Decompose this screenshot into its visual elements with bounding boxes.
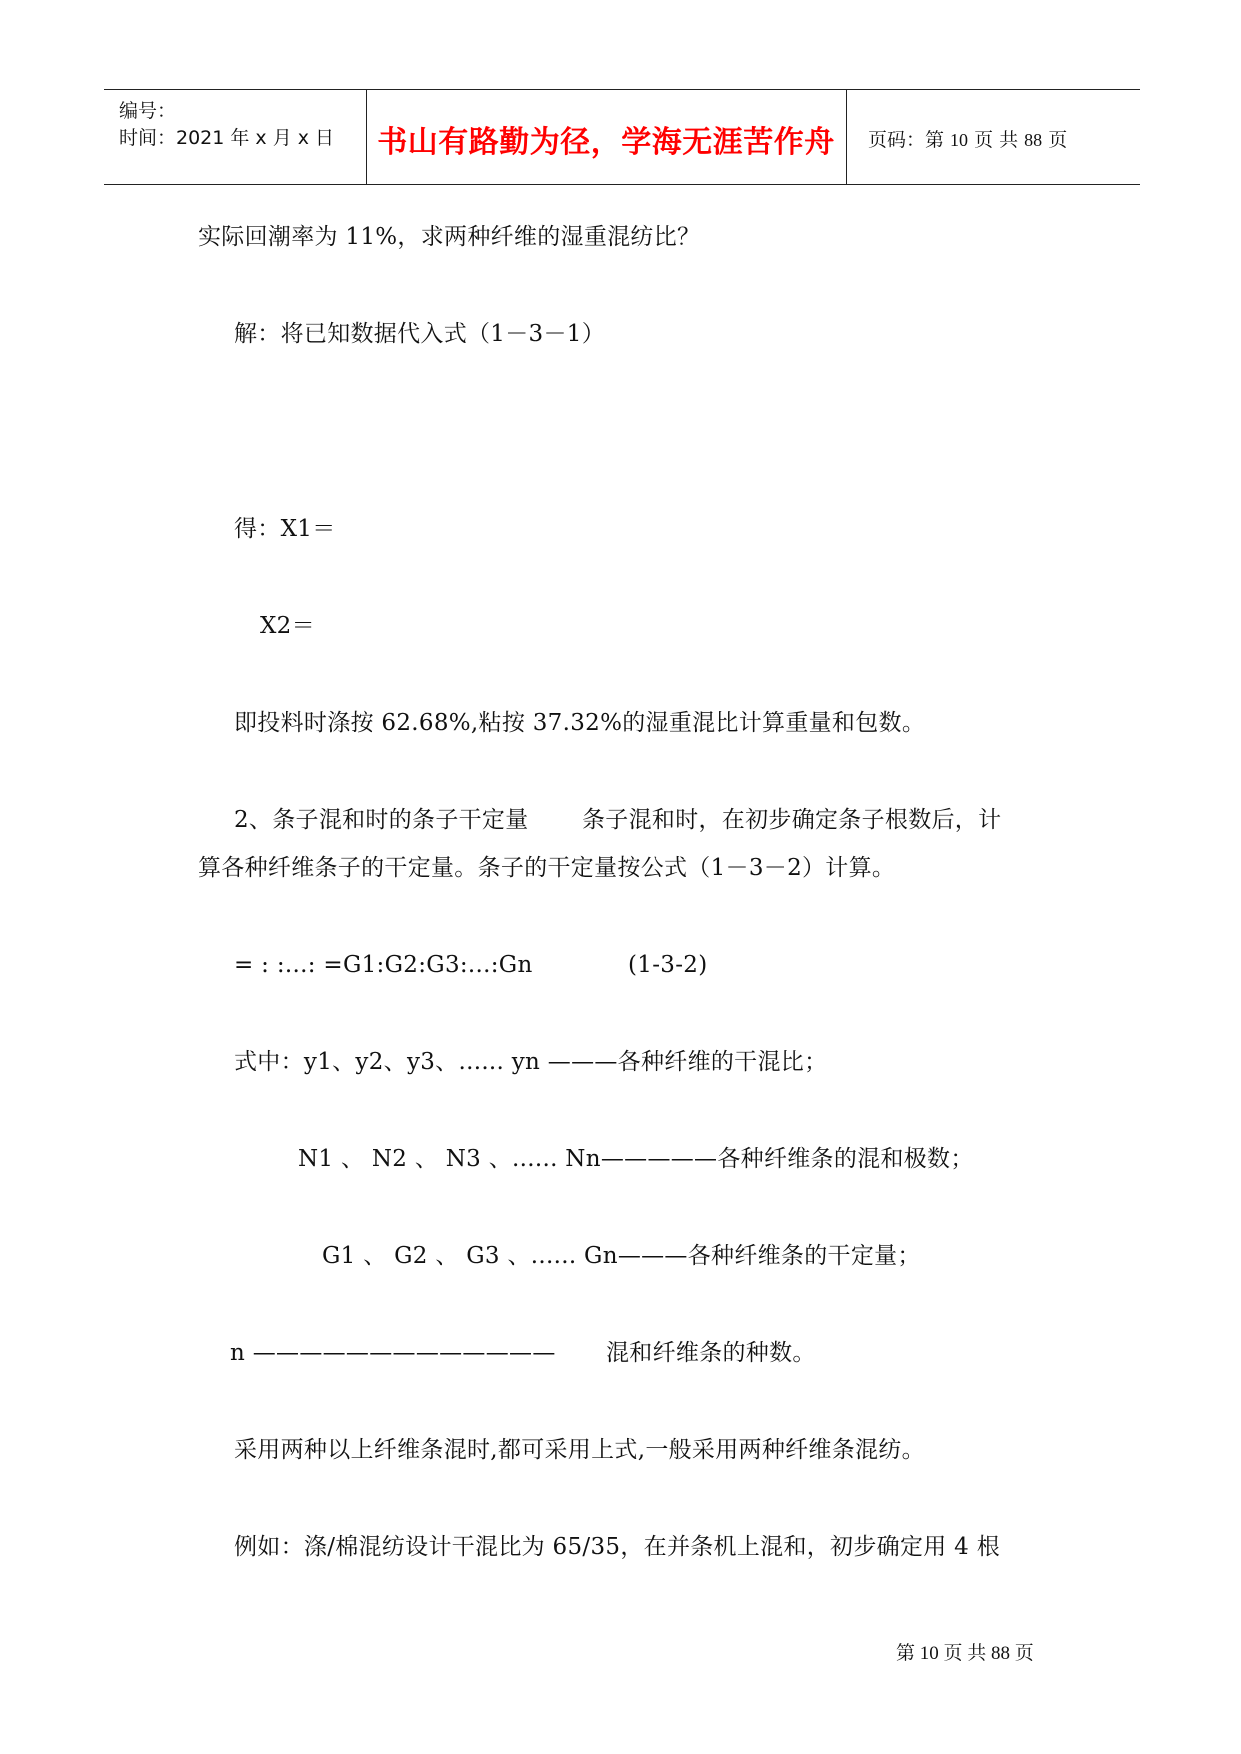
paragraph-wet-ratio: 即投料时涤按 62.68%,粘按 37.32%的湿重混比计算重量和包数。 <box>234 710 926 736</box>
number-label: 编号： <box>119 100 177 122</box>
motto-text: 书山有路勤为径，学海无涯苦作舟 <box>377 125 835 160</box>
paragraph-example: 例如：涤/棉混纺设计干混比为 65/35，在并条机上混和，初步确定用 4 根 <box>234 1534 1000 1560</box>
paragraph-legend-n: N1 、 N2 、 N3 、...... Nn—————各种纤维条的混和极数； <box>298 1146 974 1172</box>
paragraph-result-x1: 得：X1＝ <box>234 516 336 542</box>
paragraph-section-2-text: 条子混和时，在初步确定条子根数后，计 <box>582 807 1002 833</box>
paragraph-result-x2: X2＝ <box>260 613 315 639</box>
header-left-cell <box>104 90 367 184</box>
paragraph-legend-g: G1 、 G2 、 G3 、...... Gn———各种纤维条的干定量； <box>322 1243 921 1269</box>
header-page-info: 页码：第 10 页 共 88 页 <box>868 129 1068 151</box>
page-header <box>104 89 1140 185</box>
paragraph-general-note: 采用两种以上纤维条混时,都可采用上式,一般采用两种纤维条混纺。 <box>234 1437 925 1463</box>
time-label: 时间：2021 年 x 月 x 日 <box>119 127 335 149</box>
page-footer: 第 10 页 共 88 页 <box>896 1643 1034 1664</box>
header-page-current: 10 <box>950 130 969 150</box>
header-page-total: 88 <box>1024 130 1043 150</box>
paragraph-legend-y: 式中：y1、y2、y3、...... yn ———各种纤维的干混比； <box>234 1049 828 1075</box>
paragraph-solution-intro: 解：将已知数据代入式（1－3－1） <box>234 321 605 347</box>
paragraph-section-2-heading: 2、条子混和时的条子干定量 <box>234 807 529 833</box>
paragraph-section-2-continued: 算各种纤维条子的干定量。条子的干定量按公式（1－3－2）计算。 <box>198 855 896 881</box>
paragraph-moisture-question: 实际回潮率为 11%，求两种纤维的湿重混纺比？ <box>198 224 701 250</box>
header-center-cell <box>366 90 847 184</box>
paragraph-legend-count-text: 混和纤维条的种数。 <box>606 1340 816 1366</box>
formula-number: (1-3-2) <box>628 952 708 978</box>
formula-line: = : :...: =G1:G2:G3:...:Gn <box>234 952 533 978</box>
paragraph-legend-count: n ————————————— <box>230 1340 556 1366</box>
